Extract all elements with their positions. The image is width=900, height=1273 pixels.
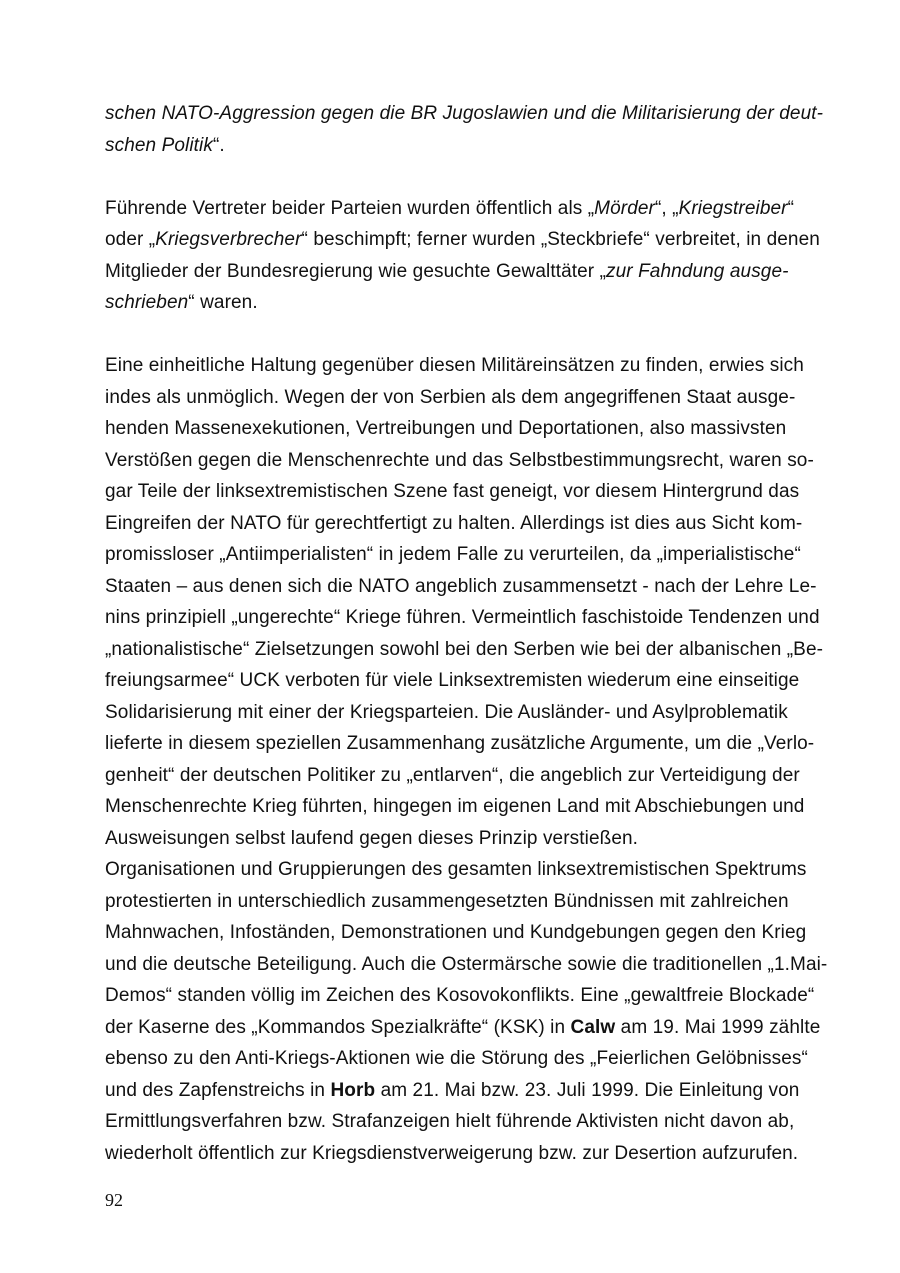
text-run: genheit“ der deutschen Politiker zu „entlarven“, die angeblich zur Verteidigung der [105, 764, 800, 786]
text-run: Calw [570, 1016, 616, 1038]
text-run: und die deutsche Beteiligung. Auch die Ostermärsche sowie die traditionellen „1.Mai- [105, 953, 828, 975]
text-line [105, 445, 814, 477]
text-run: Eingreifen der NATO für gerechtfertigt zu halten. Allerdings ist dies aus Sicht kom- [105, 512, 803, 534]
text-run: nins prinzipiell „ungerechte“ Kriege führen. Vermeintlich faschistoide Tendenzen und [105, 607, 820, 628]
text-run: Solidarisierung mit einer der Kriegsparteien. Die Ausländer- und Asylproblematik [105, 701, 788, 723]
text-run: Mahnwachen, Infoständen, Demonstrationen und Kundgebungen gegen den Krieg [105, 922, 807, 943]
text-line [105, 287, 805, 319]
text-line [105, 193, 805, 225]
paragraph-beschimpfungen [105, 193, 820, 319]
text-run: wiederholt öffentlich zur Kriegsdienstverweigerung bzw. zur Desertion aufzurufen. [105, 1142, 799, 1164]
text-run: Kriegstreiber [678, 197, 788, 219]
text-line [105, 728, 815, 760]
text-run: henden Massenexekutionen, Vertreibungen und Deportationen, also massivsten [105, 418, 787, 439]
text-run: Organisationen und Gruppierungen des gesamten linksextremistischen Spektrums [105, 859, 807, 880]
text-run: Führende Vertreter beider Parteien wurden öffentlich als „ [105, 197, 595, 219]
text-run: am 21. Mai bzw. 23. Juli 1999. Die Einleitung von [375, 1079, 800, 1101]
text-run: lieferte in diesem speziellen Zusammenhang zusätzliche Argumente, um die „Verlo- [105, 733, 815, 754]
text-line [105, 350, 805, 382]
text-run: “, „ [654, 197, 679, 219]
text-run: Horb [330, 1079, 376, 1101]
text-run: schrieben [105, 292, 189, 313]
text-line [105, 571, 817, 603]
text-line [105, 886, 805, 918]
text-line [105, 917, 805, 949]
paragraph-quote-continuation [105, 98, 824, 161]
text-line [105, 382, 805, 414]
text-line [105, 665, 805, 697]
text-run: freiungsarmee“ UCK verboten für viele Linksextremisten wiederum eine einseitige [105, 670, 800, 691]
text-run: protestierten in unterschiedlich zusammengesetzten Bündnissen mit zahlreichen [105, 890, 789, 912]
text-line [105, 130, 805, 162]
text-run: Verstößen gegen die Menschenrechte und das Selbstbestimmungsrecht, waren so- [105, 449, 814, 471]
paragraph-haltung-und-proteste [105, 350, 828, 1169]
text-line [105, 508, 805, 540]
text-run: „nationalistische“ Zielsetzungen sowohl bei den Serben wie bei der albanischen „Be- [105, 638, 824, 660]
document-body [105, 98, 828, 1169]
text-run: Kriegsverbrecher [155, 229, 302, 250]
text-line [105, 256, 805, 288]
text-run: oder „ [105, 229, 156, 250]
text-line [105, 1106, 805, 1138]
text-line [105, 413, 805, 445]
text-run: schen NATO-Aggression gegen die BR Jugoslawien und die Militarisierung der deut- [105, 103, 824, 124]
text-run: Mörder [594, 197, 655, 219]
text-run: Menschenrechte Krieg führten, hingegen im eigenen Land mit Abschiebungen und [105, 796, 805, 817]
text-run: schen Politik [105, 134, 213, 156]
text-line [105, 791, 805, 823]
text-line [105, 949, 828, 981]
text-line [105, 602, 820, 634]
text-run: indes als unmöglich. Wegen der von Serbien als dem angegriffenen Staat ausge- [105, 386, 796, 408]
text-run: Eine einheitliche Haltung gegenüber diesen Militäreinsätzen zu finden, erwies sich [105, 355, 804, 376]
text-run: gar Teile der linksextremistischen Szene fast geneigt, vor diesem Hintergrund das [105, 481, 800, 502]
text-run: Ausweisungen selbst laufend gegen dieses Prinzip verstießen. [105, 827, 639, 849]
text-line [105, 1012, 821, 1044]
text-line [105, 1138, 805, 1170]
text-run: promissloser „Antiimperialisten“ in jedem Falle zu verurteilen, da „imperialistische“ [105, 544, 801, 565]
text-run: Mitglieder der Bundesregierung wie gesuchte Gewalttäter „ [105, 260, 607, 282]
text-line [105, 98, 824, 130]
text-run: am 19. Mai 1999 zählte [615, 1016, 821, 1038]
text-run: Staaten – aus denen sich die NATO angeblich zusammensetzt - nach der Lehre Le- [105, 575, 817, 597]
text-line [105, 539, 805, 571]
text-line [105, 1043, 808, 1075]
text-line [105, 980, 815, 1012]
text-line [105, 476, 805, 508]
text-run: und des Zapfenstreichs in [105, 1079, 331, 1101]
text-run: zur Fahndung ausge- [606, 260, 789, 282]
text-run: ebenso zu den Anti-Kriegs-Aktionen wie die Störung des „Feierlichen Gelöbnisses“ [105, 1048, 808, 1069]
text-run: “ [787, 197, 795, 219]
text-line [105, 823, 805, 855]
text-line [105, 1075, 805, 1107]
text-line [105, 854, 805, 886]
text-run: Demos“ standen völlig im Zeichen des Kosovokonflikts. Eine „gewaltfreie Blockade“ [105, 985, 815, 1006]
page-number: 92 [105, 1190, 123, 1210]
text-line [105, 634, 824, 666]
text-run: Ermittlungsverfahren bzw. Strafanzeigen hielt führende Aktivisten nicht davon ab, [105, 1111, 795, 1132]
text-line [105, 760, 805, 792]
text-run: “. [212, 134, 225, 156]
text-line [105, 697, 805, 729]
text-run: der Kaserne des „Kommandos Spezialkräfte“ (KSK) in [105, 1016, 571, 1038]
text-run: “ waren. [188, 292, 258, 313]
text-run: “ beschimpft; ferner wurden „Steckbriefe“ verbreitet, in denen [301, 229, 820, 250]
text-line [105, 224, 820, 256]
